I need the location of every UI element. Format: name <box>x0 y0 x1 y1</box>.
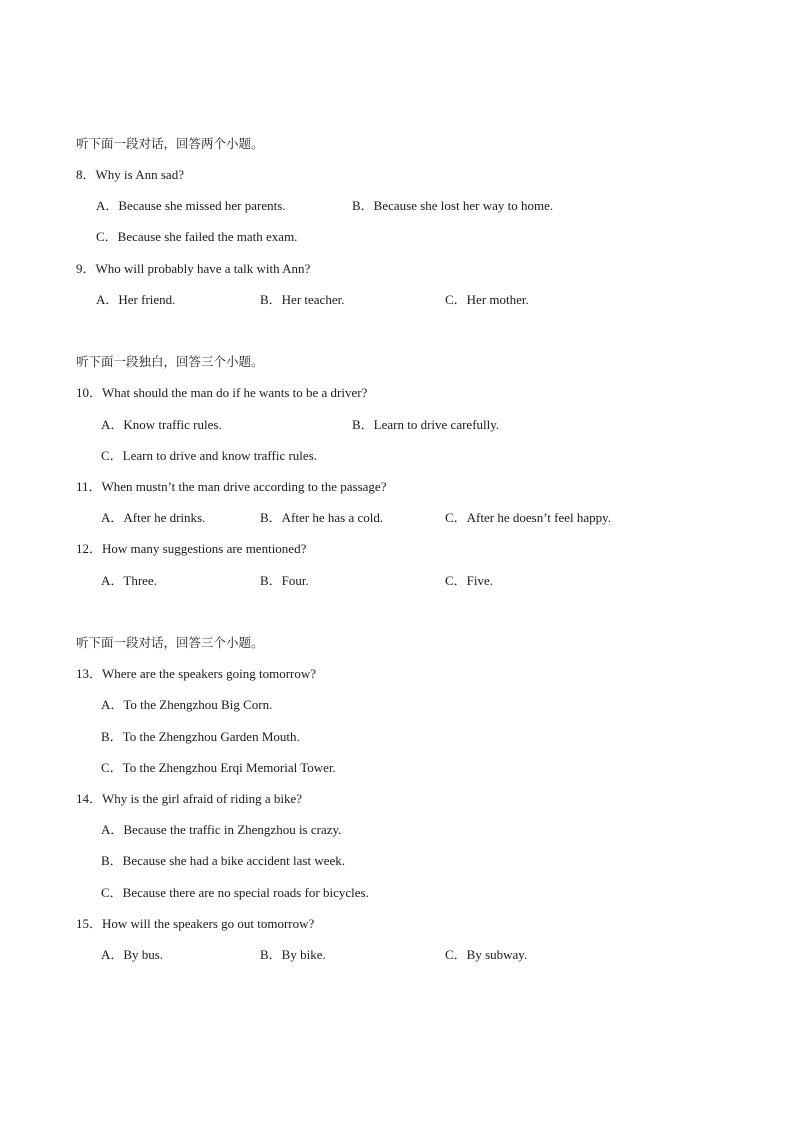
question-10-option-b[interactable]: B．Learn to drive carefully. <box>352 417 500 432</box>
question-15-option-b[interactable]: B．By bike. <box>260 947 326 962</box>
question-14-stem: 14．Why is the girl afraid of riding a bike? <box>76 791 302 806</box>
question-12-stem: 12．How many suggestions are mentioned? <box>76 541 307 556</box>
section-heading-1: 听下面一段对话，回答两个小题。 <box>76 136 264 151</box>
question-13-option-b[interactable]: B．To the Zhengzhou Garden Mouth. <box>101 729 300 744</box>
question-13-option-c[interactable]: C．To the Zhengzhou Erqi Memorial Tower. <box>101 760 336 775</box>
question-10-option-a[interactable]: A．Know traffic rules. <box>101 417 222 432</box>
question-9-option-b[interactable]: B．Her teacher. <box>260 292 345 307</box>
question-9-stem: 9．Who will probably have a talk with Ann? <box>76 261 311 276</box>
question-14-option-c[interactable]: C．Because there are no special roads for bicycles. <box>101 885 369 900</box>
question-10-option-c[interactable]: C．Learn to drive and know traffic rules. <box>101 448 317 463</box>
question-14-option-a[interactable]: A．Because the traffic in Zhengzhou is crazy. <box>101 822 342 837</box>
section-heading-3: 听下面一段对话，回答三个小题。 <box>76 635 264 650</box>
question-15-stem: 15．How will the speakers go out tomorrow? <box>76 916 315 931</box>
question-12-option-c[interactable]: C．Five. <box>445 573 494 588</box>
question-11-option-c[interactable]: C．After he doesn’t feel happy. <box>445 510 612 525</box>
question-8-option-c[interactable]: C．Because she failed the math exam. <box>96 229 298 244</box>
question-8-option-a[interactable]: A．Because she missed her parents. <box>96 198 286 213</box>
question-15-option-a[interactable]: A．By bus. <box>101 947 164 962</box>
question-9-option-a[interactable]: A．Her friend. <box>96 292 176 307</box>
question-9-option-c[interactable]: C．Her mother. <box>445 292 529 307</box>
question-13-stem: 13．Where are the speakers going tomorrow? <box>76 666 317 681</box>
question-13-option-a[interactable]: A．To the Zhengzhou Big Corn. <box>101 697 273 712</box>
question-12-option-b[interactable]: B．Four. <box>260 573 309 588</box>
question-11-stem: 11．When mustn’t the man drive according to the passage? <box>76 479 387 494</box>
question-10-stem: 10．What should the man do if he wants to be a driver? <box>76 385 368 400</box>
question-11-option-a[interactable]: A．After he drinks. <box>101 510 206 525</box>
question-8-stem: 8．Why is Ann sad? <box>76 167 184 182</box>
section-heading-2: 听下面一段独白，回答三个小题。 <box>76 354 264 369</box>
question-14-option-b[interactable]: B．Because she had a bike accident last week. <box>101 853 346 868</box>
question-12-option-a[interactable]: A．Three. <box>101 573 157 588</box>
question-15-option-c[interactable]: C．By subway. <box>445 947 528 962</box>
question-8-option-b[interactable]: B．Because she lost her way to home. <box>352 198 554 213</box>
question-11-option-b[interactable]: B．After he has a cold. <box>260 510 384 525</box>
